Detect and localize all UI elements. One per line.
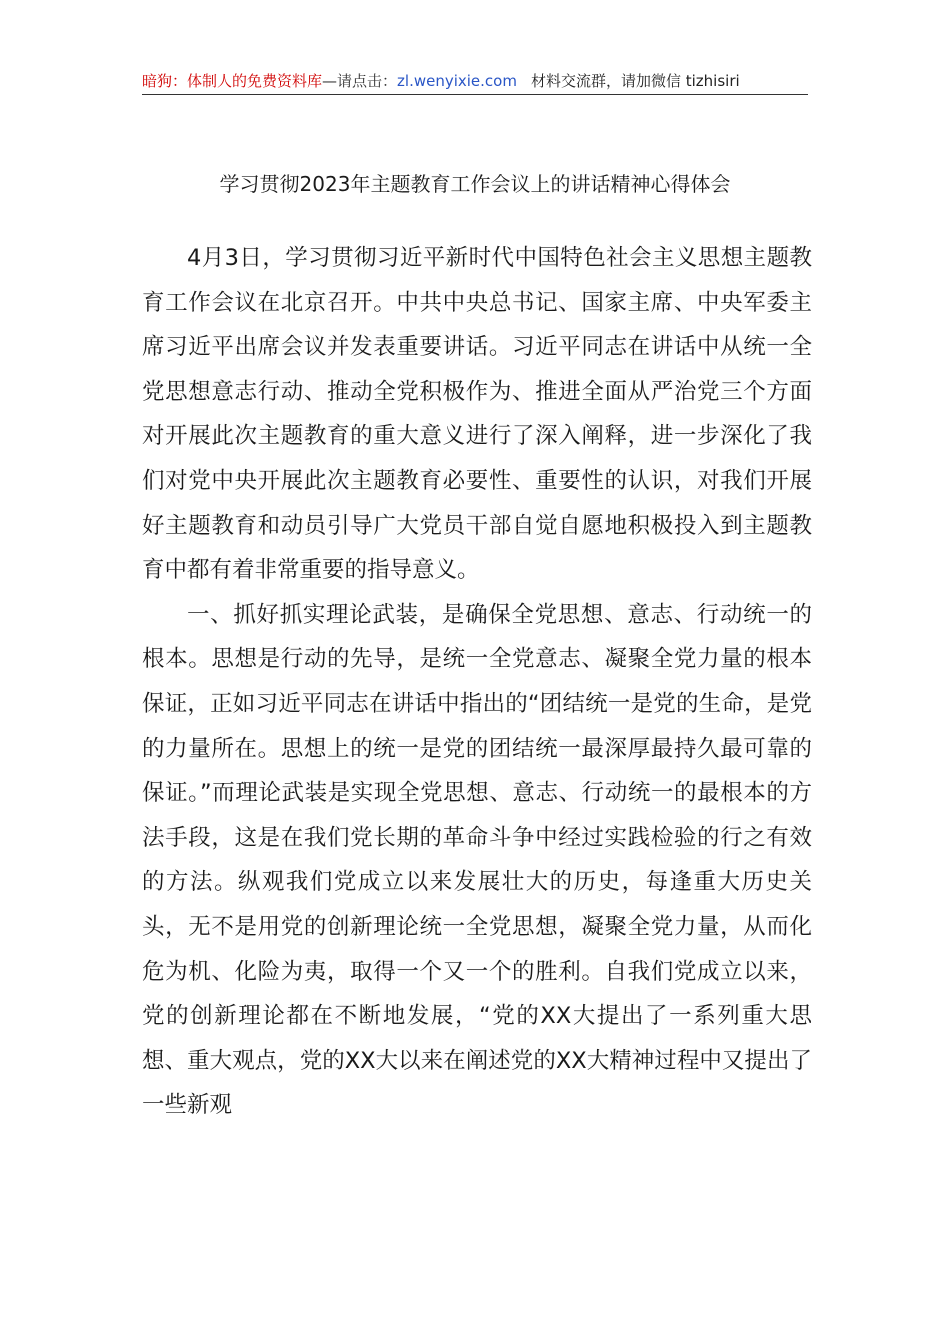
header-prompt: —请点击：: [322, 72, 398, 90]
header-link[interactable]: zl.wenyixie.com: [397, 72, 517, 90]
header-brand: 暗狗：体制人的免费资料库: [142, 72, 323, 90]
watermark-header: [142, 68, 808, 94]
paragraph-intro: 4月3日，学习贯彻习近平新时代中国特色社会主义思想主题教育工作会议在北京召开。中共中央总书记、国家主席、中央军委主席习近平出席会议并发表重要讲话。习近平同志在讲话中从统一全党思想意志行动、推动全党积极作为、推进全面从严治党三个方面对开展此次主题教育的重大意义进行了深入阐释，进一步深化了我们对党中央开展此次主题教育必要性、重要性的认识，对我们开展好主题教育和动员引导广大党员干部自觉自愿地积极投入到主题教育中都有着非常重要的指导意义。: [142, 245, 812, 584]
document-title: 学习贯彻2023年主题教育工作会议上的讲话精神心得体会: [219, 172, 731, 196]
header-contact: 材料交流群，请加微信 tizhisiri: [530, 72, 740, 90]
header-divider: [142, 94, 808, 95]
document-body: [142, 236, 812, 1128]
paragraph-section-one: 一、抓好抓实理论武装，是确保全党思想、意志、行动统一的根本。思想是行动的先导，是统一全党意志、凝聚全党力量的根本保证，正如习近平同志在讲话中指出的“团结统一是党的生命，是党的力量所在。思想上的统一是党的团结统一最深厚最持久最可靠的保证。”而理论武装是实现全党思想、意志、行动统一的最根本的方法手段，这是在我们党长期的革命斗争中经过实践检验的行之有效的方法。纵观我们党成立以来发展壮大的历史，每逢重大历史关头，无不是用党的创新理论统一全党思想，凝聚全党力量，从而化危为机、化险为夷，取得一个又一个的胜利。自我们党成立以来，党的创新理论都在不断地发展，“党的XX大提出了一系列重大思想、重大观点，党的XX大以来在阐述党的XX大精神过程中又提出了一些新观: [142, 601, 812, 1119]
